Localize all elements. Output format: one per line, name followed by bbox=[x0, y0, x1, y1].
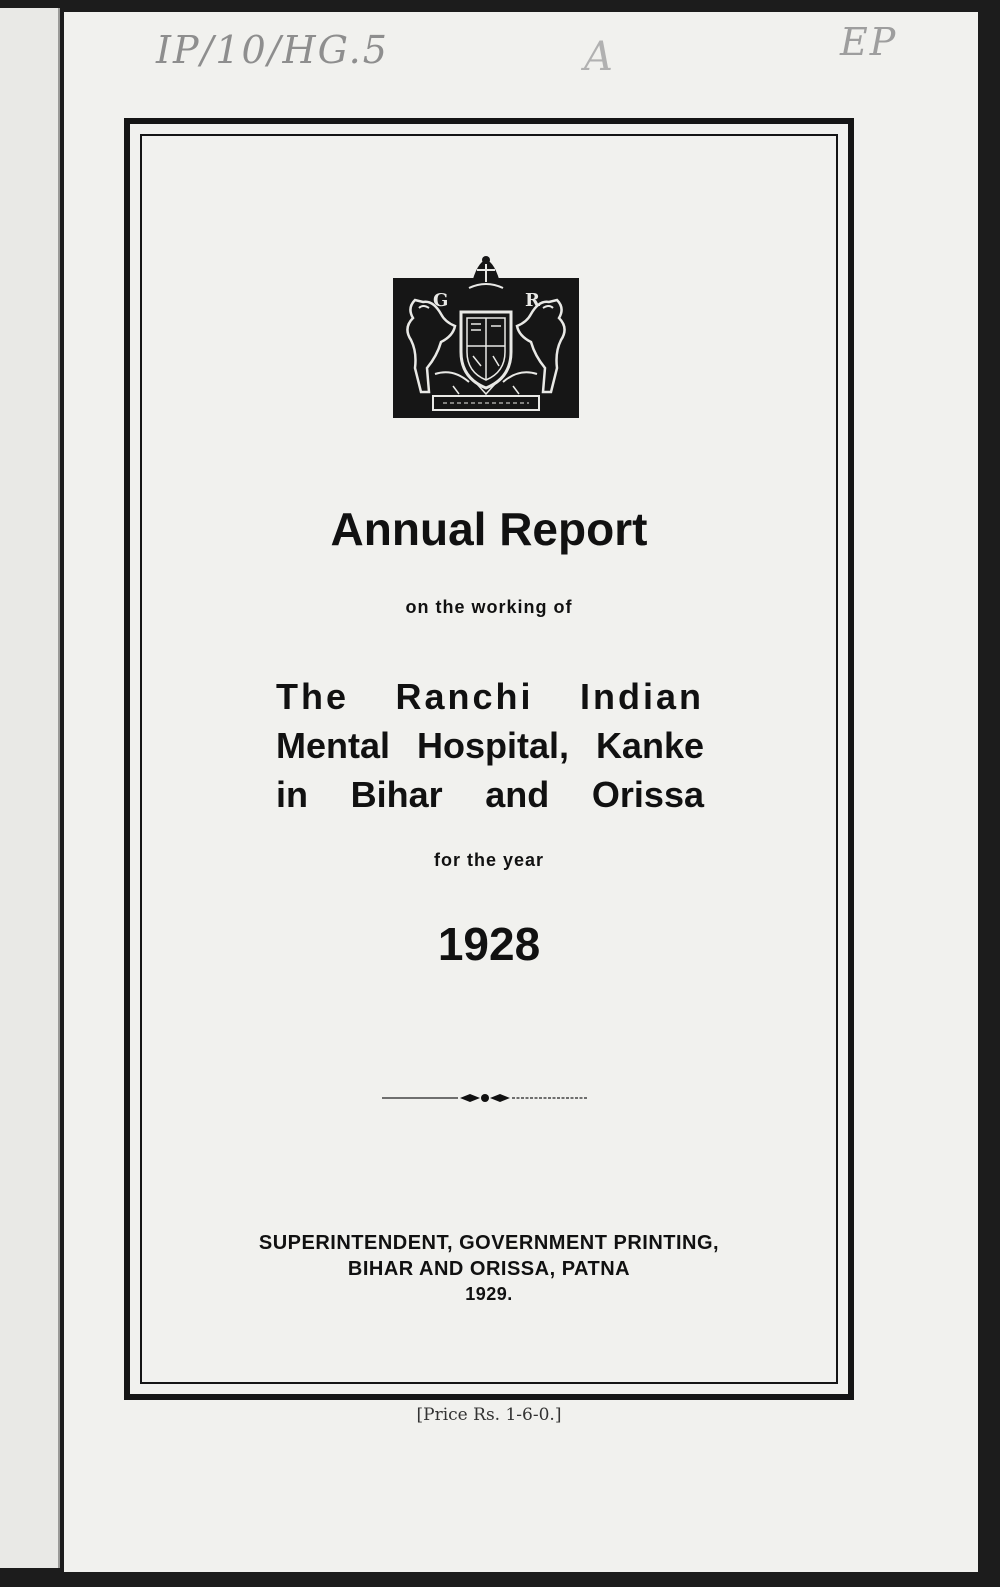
royal-coat-of-arms-icon bbox=[393, 256, 579, 418]
printer-line-1: SUPERINTENDENT, GOVERNMENT PRINTING, bbox=[258, 1232, 720, 1254]
hospital-name-line-1: The Ranchi Indian bbox=[276, 676, 704, 717]
report-heading: Annual Report bbox=[330, 503, 648, 555]
svg-text:R: R bbox=[525, 290, 540, 311]
report-year: 1928 bbox=[437, 918, 541, 970]
previous-page-edge bbox=[0, 8, 60, 1568]
report-subheading: on the working of bbox=[405, 597, 573, 617]
decorative-rule-ornament-icon bbox=[382, 1092, 588, 1104]
hospital-name-line-2: Mental Hospital, Kanke bbox=[276, 725, 704, 766]
svg-text:G: G bbox=[433, 290, 449, 311]
catalogue-handwritten-note: IP/10/HG.5 bbox=[156, 28, 389, 72]
corner-handwritten-note: EP bbox=[840, 20, 898, 64]
year-label: for the year bbox=[433, 850, 545, 870]
printing-year: 1929. bbox=[465, 1284, 513, 1304]
hospital-name-line-3: in Bihar and Orissa bbox=[276, 774, 704, 815]
price-note: [Price Rs. 1-6-0.] bbox=[416, 1405, 562, 1425]
printer-line-2: BIHAR AND ORISSA, PATNA bbox=[347, 1258, 631, 1280]
middle-handwritten-note: A bbox=[584, 34, 615, 80]
cover-page bbox=[64, 12, 978, 1572]
